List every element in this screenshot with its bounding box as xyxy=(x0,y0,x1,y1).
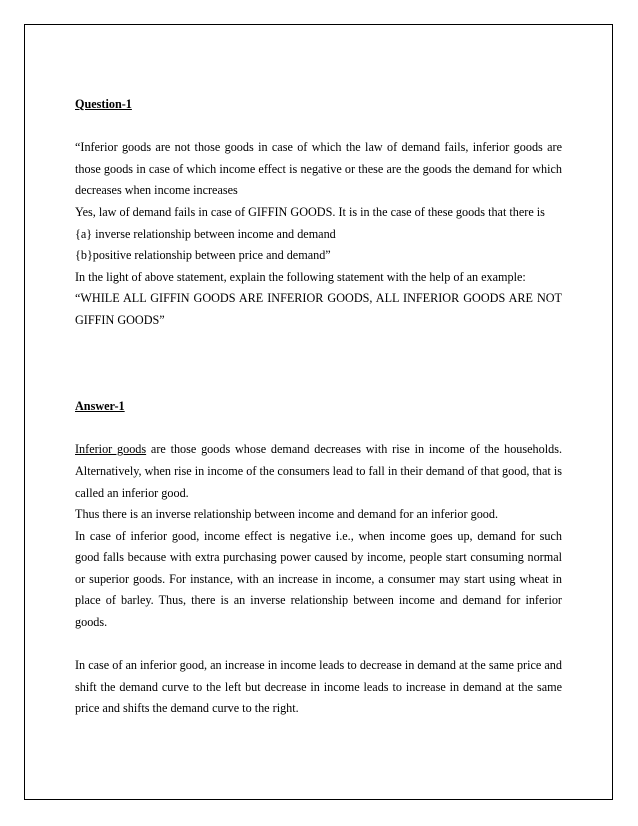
spacer xyxy=(75,332,562,375)
question-line-a: {a} inverse relationship between income and demand xyxy=(75,226,336,241)
answer-heading: Answer-1 xyxy=(75,399,125,414)
answer-term: Inferior goods xyxy=(75,442,147,457)
question-quote: “WHILE ALL GIFFIN GOODS ARE INFERIOR GOODS, ALL INFERIOR GOODS ARE NOT GIFFIN GOODS” xyxy=(75,291,562,327)
spacer xyxy=(75,116,562,138)
answer-paragraph-income-effect: In case of inferior good, income effect is negative i.e., when income goes up, demand for such good falls because with extra purchasing power caused by income, people start consuming normal or superior goods. For instance, with an increase in income, a consumer may start using wheat in place of barley. Thus, there is an inverse relationship between income and demand for inferior goods. xyxy=(75,528,562,630)
question-line-giffin: Yes, law of demand fails in case of GIFFIN GOODS. It is in the case of these goods that there is xyxy=(75,204,545,219)
question-instruction: In the light of above statement, explain the following statement with the help of an example: xyxy=(75,269,526,284)
answer-paragraph-demand-curve: In case of an inferior good, an increase in income leads to decrease in demand at the same price and shift the demand curve to the left but decrease in income leads to increase in demand at the same price and shifts the demand curve to the right. xyxy=(75,658,562,716)
answer-inverse-line: Thus there is an inverse relationship between income and demand for an inferior good. xyxy=(75,507,499,522)
spacer xyxy=(75,634,562,656)
answer-definition-text: are those goods whose demand decreases with rise in income of the households. Alternatively, when rise in income of the consumers lead to fall in their demand of that good, that is called an inferior good. xyxy=(75,442,562,500)
document-body xyxy=(75,94,562,720)
question-line-b: {b}positive relationship between price and demand” xyxy=(75,248,331,263)
question-heading: Question-1 xyxy=(75,97,132,111)
spacer xyxy=(75,418,562,440)
answer-paragraph-definition xyxy=(75,439,562,504)
question-paragraph: “Inferior goods are not those goods in case of which the law of demand fails, inferior goods are those goods in case of which income effect is negative or these are the goods the demand for which decreases when income increases xyxy=(75,140,562,198)
spacer xyxy=(75,375,562,397)
